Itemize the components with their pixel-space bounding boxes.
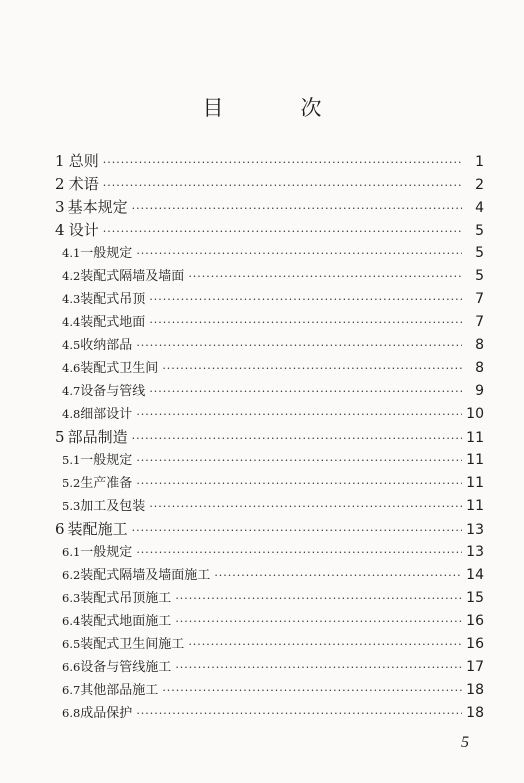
dot-leader xyxy=(162,680,462,702)
toc-entry-page: 5 xyxy=(475,268,484,284)
toc-entry-label: 装配式地面施工 xyxy=(80,614,172,629)
toc-entry-number: 4.2 xyxy=(62,269,81,283)
toc-entry-label: 基本规定 xyxy=(67,198,128,216)
dot-leader xyxy=(103,175,462,197)
toc-entry-number: 4.1 xyxy=(62,246,81,260)
toc-entry-page: 17 xyxy=(466,659,484,675)
toc-entry-page: 11 xyxy=(466,475,484,491)
toc-entry-number: 4 xyxy=(55,221,65,239)
toc-entry-label: 一般规定 xyxy=(80,246,133,261)
toc-entry-page: 7 xyxy=(475,291,484,307)
toc-entry-number: 5.2 xyxy=(62,476,81,490)
toc-entry-number: 1 xyxy=(55,152,65,170)
toc-entry-page: 18 xyxy=(466,705,484,721)
toc-entry xyxy=(55,150,484,172)
toc-entry-page: 16 xyxy=(466,636,484,652)
toc-entry xyxy=(62,265,484,287)
toc-entry-page: 7 xyxy=(475,314,484,330)
toc-entry xyxy=(62,702,484,724)
toc-entry xyxy=(55,173,484,195)
toc-entry xyxy=(62,403,484,425)
toc-entry xyxy=(62,380,484,402)
toc-entry-label: 术语 xyxy=(68,175,99,193)
toc-entry-number: 6.6 xyxy=(62,660,81,674)
toc-entry-page: 5 xyxy=(475,245,484,261)
dot-leader xyxy=(188,266,462,288)
toc-entry-number: 5.3 xyxy=(62,499,81,513)
toc-entry-number: 6.8 xyxy=(62,706,81,720)
dot-leader xyxy=(149,496,462,518)
dot-leader xyxy=(175,657,462,679)
toc-entry-label: 成品保护 xyxy=(80,706,133,721)
toc-entry xyxy=(62,610,484,632)
toc-entry-page: 2 xyxy=(475,177,484,193)
toc-entry-label: 一般规定 xyxy=(80,453,133,468)
dot-leader xyxy=(162,358,462,380)
toc-entry-number: 6.7 xyxy=(62,683,81,697)
toc-entry-label: 收纳部品 xyxy=(80,338,133,353)
dot-leader xyxy=(136,473,462,495)
toc-entry-page: 11 xyxy=(466,498,484,514)
toc-entry-number: 5 xyxy=(55,428,65,446)
toc-entry-page: 4 xyxy=(475,200,484,216)
toc-entry-number: 6.1 xyxy=(62,545,81,559)
toc-entry-page: 18 xyxy=(466,682,484,698)
toc-entry xyxy=(62,541,484,563)
page-number: 5 xyxy=(461,734,469,751)
toc-entry xyxy=(62,288,484,310)
toc-entry-label: 装配式卫生间 xyxy=(80,361,159,376)
toc-entry-page: 5 xyxy=(475,223,484,239)
toc-entry-number: 6.2 xyxy=(62,568,81,582)
dot-leader xyxy=(175,588,462,610)
dot-leader xyxy=(103,221,462,243)
toc-entry-page: 16 xyxy=(466,613,484,629)
dot-leader xyxy=(149,289,462,311)
toc-entry xyxy=(62,656,484,678)
dot-leader xyxy=(136,542,462,564)
toc-entry-label: 设计 xyxy=(68,221,99,239)
toc-entry-page: 8 xyxy=(475,360,484,376)
toc-entry xyxy=(62,357,484,379)
toc-entry xyxy=(62,587,484,609)
dot-leader xyxy=(149,312,462,334)
toc-entry-label: 生产准备 xyxy=(80,476,133,491)
toc-entry-page: 14 xyxy=(466,567,484,583)
toc-entry-number: 4.3 xyxy=(62,292,81,306)
toc-entry-number: 4.7 xyxy=(62,384,81,398)
toc-entry xyxy=(62,449,484,471)
toc-entry xyxy=(55,426,484,448)
dot-leader xyxy=(214,565,462,587)
toc-entry xyxy=(55,518,484,540)
dot-leader xyxy=(149,381,462,403)
toc-entry-page: 11 xyxy=(466,452,484,468)
toc-entry xyxy=(62,679,484,701)
toc-entry-page: 10 xyxy=(466,406,484,422)
toc-entry-number: 6.5 xyxy=(62,637,81,651)
toc-entry xyxy=(55,219,484,241)
toc-entry-label: 总则 xyxy=(68,152,99,170)
toc-entry xyxy=(62,472,484,494)
toc-entry-label: 装配式吊顶施工 xyxy=(80,591,172,606)
dot-leader xyxy=(136,450,462,472)
dot-leader xyxy=(188,634,462,656)
toc-entry-label: 加工及包装 xyxy=(80,499,146,514)
toc-entry xyxy=(62,495,484,517)
toc-entry-number: 3 xyxy=(55,198,65,216)
toc-entry-label: 设备与管线 xyxy=(80,384,146,399)
toc-entry-label: 装配式卫生间施工 xyxy=(80,637,185,652)
toc-entry-label: 装配施工 xyxy=(67,520,128,538)
toc-entry-page: 11 xyxy=(466,430,484,446)
toc-entry-label: 设备与管线施工 xyxy=(80,660,172,675)
dot-leader xyxy=(136,404,462,426)
toc-entry-page: 13 xyxy=(466,544,484,560)
toc-entry-page: 9 xyxy=(475,383,484,399)
toc-entry-label: 细部设计 xyxy=(80,407,133,422)
toc-entry-page: 1 xyxy=(475,154,484,170)
toc-entry-number: 6 xyxy=(55,520,65,538)
dot-leader xyxy=(132,428,462,450)
dot-leader xyxy=(136,703,462,725)
toc-entry xyxy=(62,334,484,356)
dot-leader xyxy=(175,611,462,633)
toc-entry-number: 6.4 xyxy=(62,614,81,628)
dot-leader xyxy=(136,335,462,357)
toc-entry xyxy=(55,196,484,218)
toc-entry xyxy=(62,242,484,264)
dot-leader xyxy=(132,520,462,542)
toc-entry-page: 15 xyxy=(466,590,484,606)
toc-entry-page: 13 xyxy=(466,522,484,538)
toc-entry-label: 其他部品施工 xyxy=(80,683,159,698)
toc-entry-label: 装配式隔墙及墙面施工 xyxy=(80,568,211,583)
toc-entry-label: 装配式吊顶 xyxy=(80,292,146,307)
toc-entry-label: 装配式隔墙及墙面 xyxy=(80,269,185,284)
dot-leader xyxy=(103,152,462,174)
toc-entry xyxy=(62,564,484,586)
toc-entry xyxy=(62,311,484,333)
toc-entry-number: 4.8 xyxy=(62,407,81,421)
toc-entry-number: 6.3 xyxy=(62,591,81,605)
toc-entry xyxy=(62,633,484,655)
toc-entry-label: 一般规定 xyxy=(80,545,133,560)
toc-entry-number: 2 xyxy=(55,175,65,193)
dot-leader xyxy=(132,198,462,220)
toc-entry-number: 5.1 xyxy=(62,453,81,467)
toc-entry-number: 4.5 xyxy=(62,338,81,352)
toc-entry-number: 4.6 xyxy=(62,361,81,375)
dot-leader xyxy=(136,243,462,265)
toc-entry-label: 部品制造 xyxy=(67,428,128,446)
toc-entry-number: 4.4 xyxy=(62,315,81,329)
page-title: 目 次 xyxy=(202,96,350,120)
toc-entry-label: 装配式地面 xyxy=(80,315,146,330)
toc-entry-page: 8 xyxy=(475,337,484,353)
